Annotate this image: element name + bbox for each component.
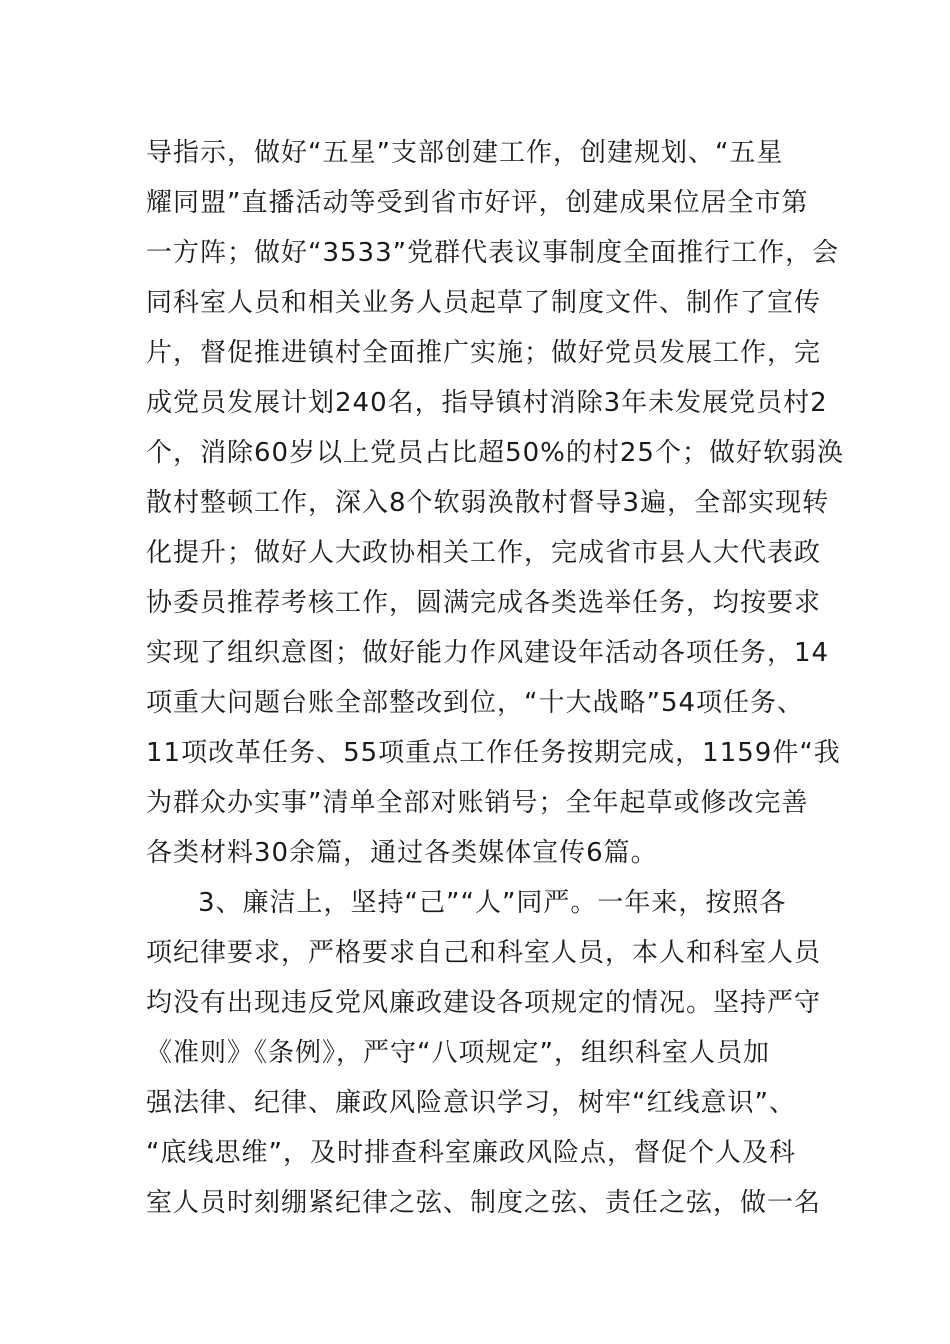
text-line: 均没有出现违反党风廉政建设各项规定的情况。坚持严守 <box>146 988 822 1018</box>
text-line: 项纪律要求，严格要求自己和科室人员，本人和科室人员 <box>146 938 822 968</box>
text-line: 同科室人员和相关业务人员起草了制度文件、制作了宣传 <box>146 288 822 318</box>
text-line: 耀同盟”直播活动等受到省市好评，创建成果位居全市第 <box>146 188 809 218</box>
text-line: 片，督促推进镇村全面推广实施；做好党员发展工作，完 <box>146 338 822 368</box>
text-line: 11项改革任务、55项重点工作任务按期完成，1159件“我 <box>146 738 841 768</box>
text-line: 3、廉洁上，坚持“己”“人”同严。一年来，按照各 <box>198 888 787 918</box>
text-line: 化提升；做好人大政协相关工作，完成省市县人大代表政 <box>146 538 822 568</box>
text-line: “底线思维”，及时排查科室廉政风险点，督促个人及科 <box>146 1138 796 1168</box>
text-line: 散村整顿工作，深入8个软弱涣散村督导3遍，全部实现转 <box>146 488 830 518</box>
text-line: 各类材料30余篇，通过各类媒体宣传6篇。 <box>146 838 658 868</box>
text-line: 协委员推荐考核工作，圆满完成各类选举任务，均按要求 <box>146 588 822 618</box>
text-line: 室人员时刻绷紧纪律之弦、制度之弦、责任之弦，做一名 <box>146 1188 822 1218</box>
text-line: 一方阵；做好“3533”党群代表议事制度全面推行工作，会 <box>146 238 840 268</box>
text-line: 成党员发展计划240名，指导镇村消除3年未发展党员村2 <box>146 388 828 418</box>
paragraph-2 <box>146 878 826 1228</box>
text-line: 个，消除60岁以上党员占比超50%的村25个；做好软弱涣 <box>146 438 844 468</box>
text-line: 项重大问题台账全部整改到位，“十大战略”54项任务、 <box>146 688 805 718</box>
text-line: 导指示，做好“五星”支部创建工作，创建规划、“五星 <box>146 138 784 168</box>
text-line: 实现了组织意图；做好能力作风建设年活动各项任务，14 <box>146 638 830 668</box>
text-line: 《准则》《条例》，严守“八项规定”，组织科室人员加 <box>146 1038 770 1068</box>
document-body <box>146 128 844 1228</box>
paragraph-1 <box>146 128 844 878</box>
text-line: 强法律、纪律、廉政风险意识学习，树牢“红线意识”、 <box>146 1088 796 1118</box>
text-line: 为群众办实事”清单全部对账销号；全年起草或修改完善 <box>146 788 809 818</box>
